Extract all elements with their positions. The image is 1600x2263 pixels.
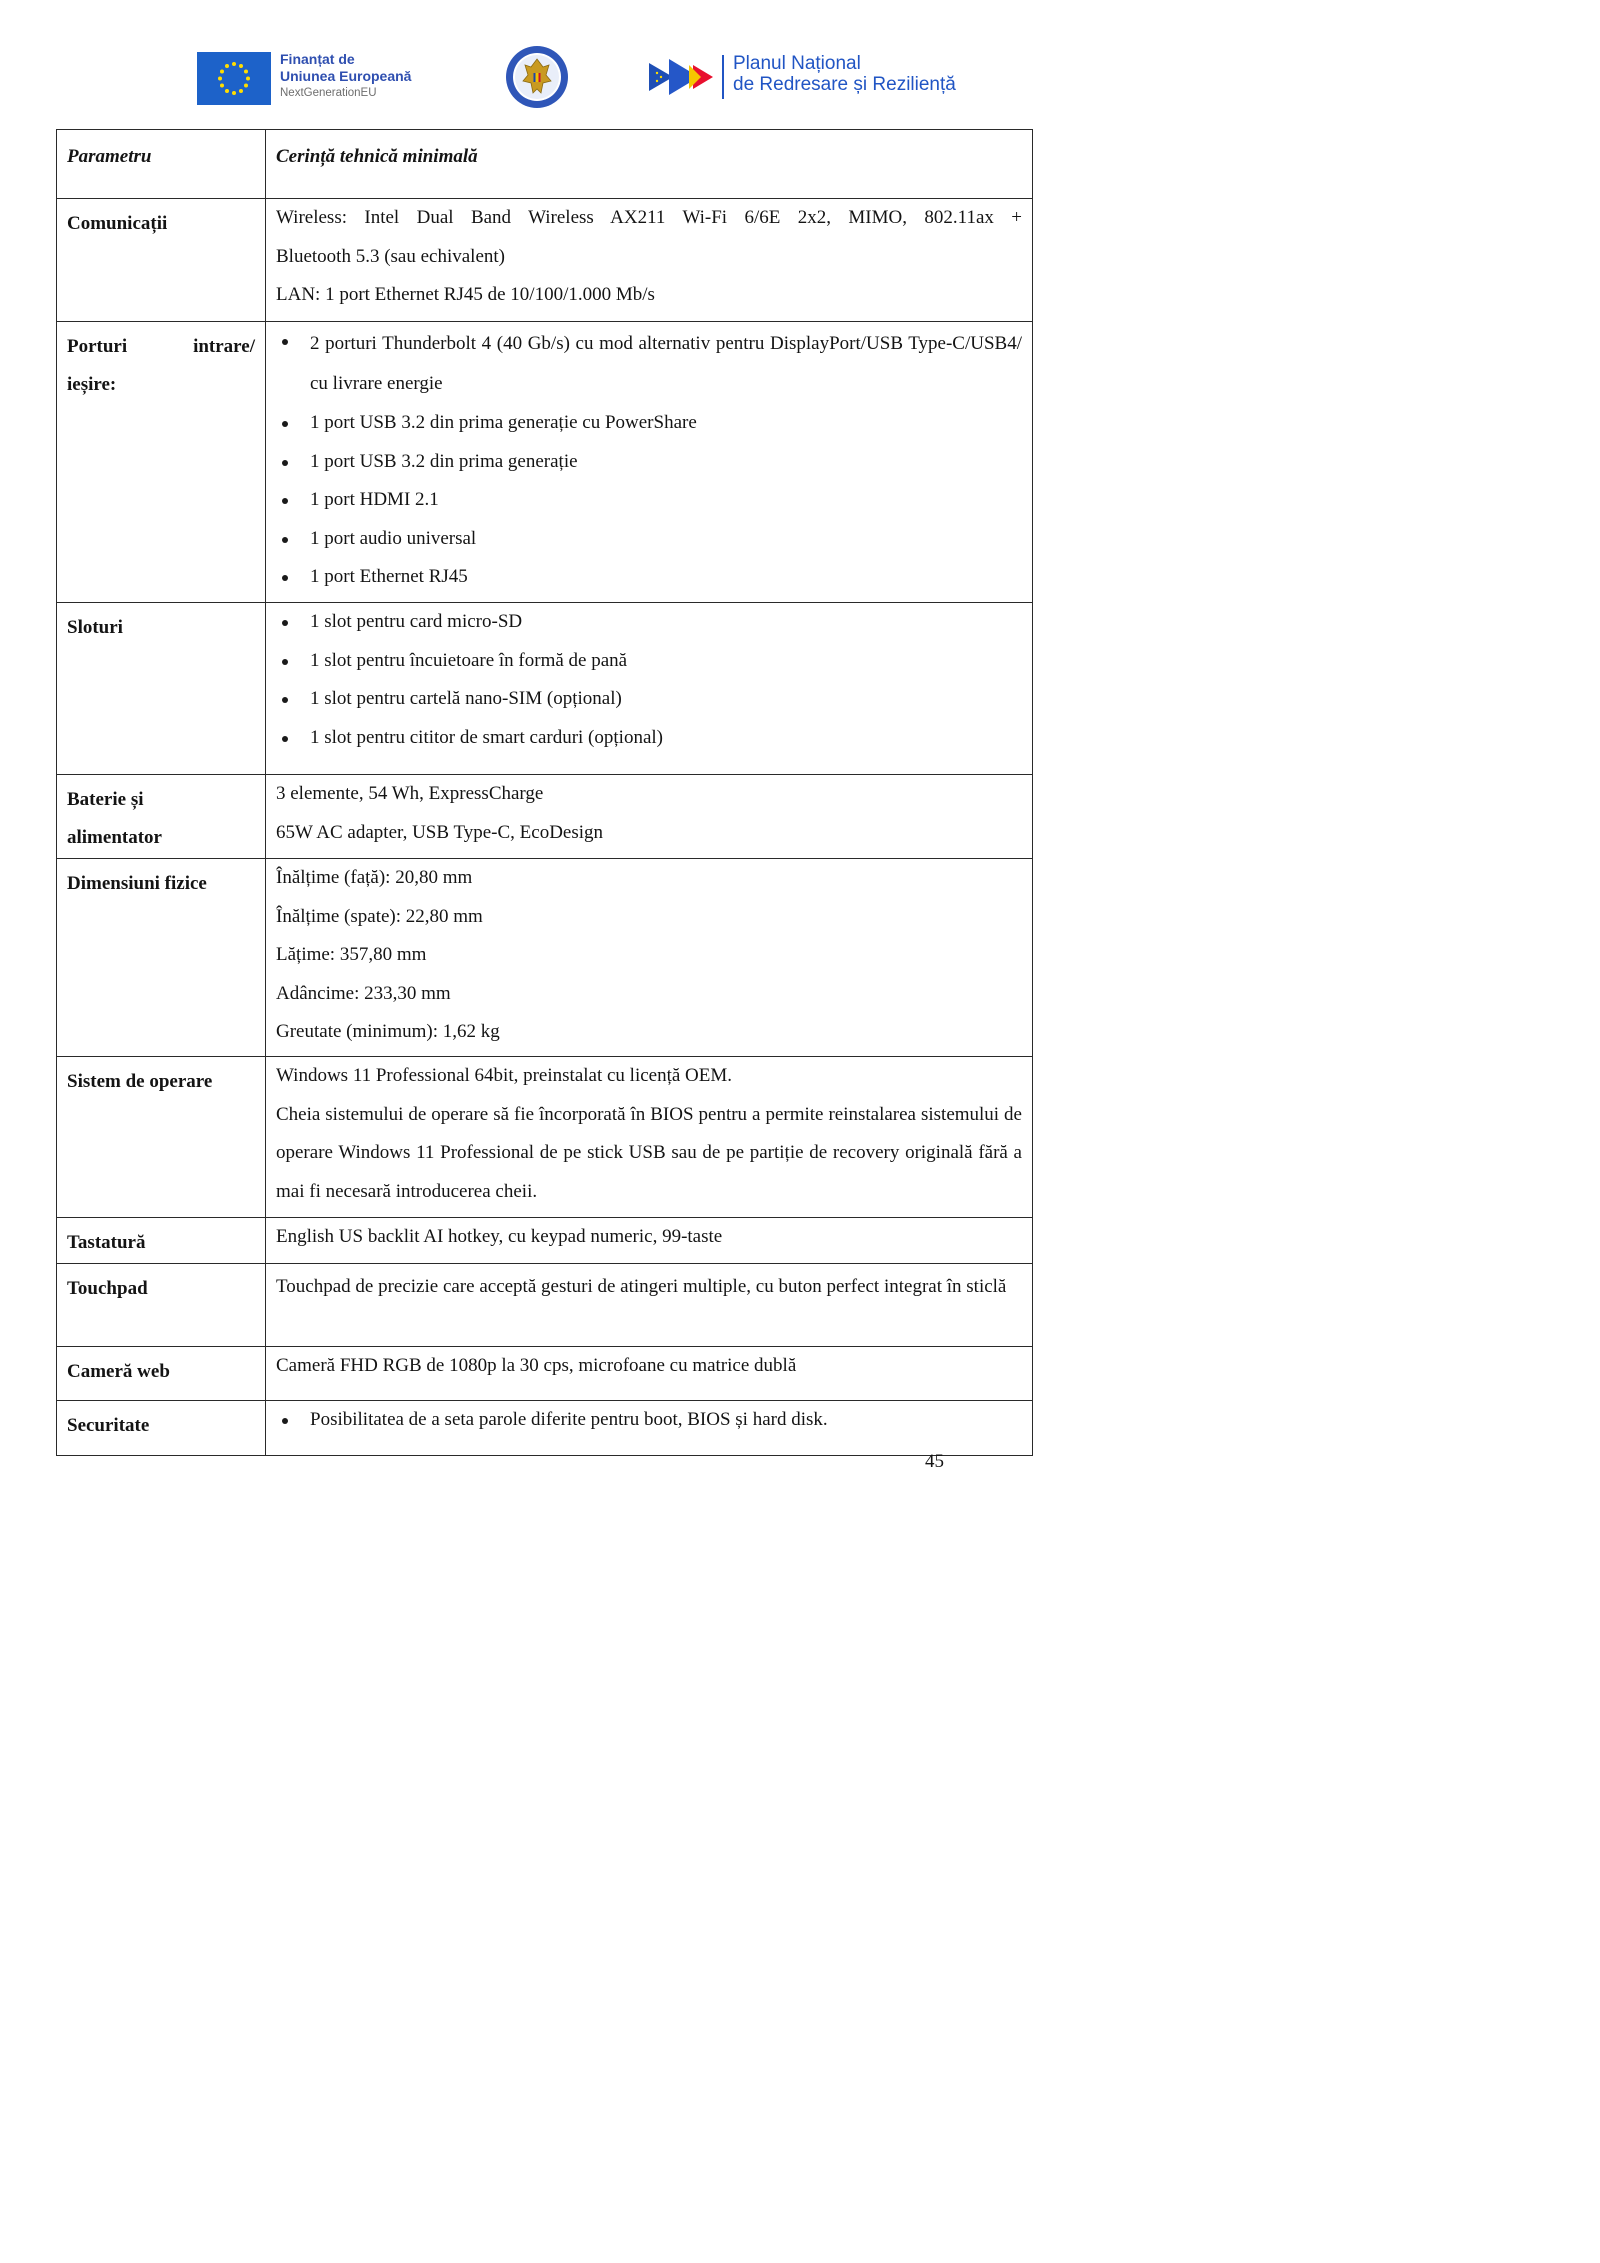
pnrr-arrows-logo bbox=[649, 55, 727, 99]
eu-text-line2: Uniunea Europeană bbox=[280, 68, 412, 84]
param-label: Cameră web bbox=[67, 1361, 170, 1382]
list-item: 1 port USB 3.2 din prima generație bbox=[276, 443, 1022, 482]
param-securitate bbox=[57, 1401, 266, 1456]
param-touchpad bbox=[57, 1264, 266, 1347]
param-porturi-line1 bbox=[67, 328, 255, 366]
pnrr-text-line2: de Redresare și Reziliență bbox=[733, 74, 956, 95]
value-line: 3 elemente, 54 Wh, ExpressCharge bbox=[276, 783, 544, 804]
security-list bbox=[276, 1401, 1022, 1440]
param-baterie bbox=[57, 775, 266, 859]
eu-stars-icon bbox=[197, 52, 271, 105]
table-row-dimensiuni bbox=[57, 859, 1033, 1057]
value-sistem bbox=[266, 1057, 1033, 1218]
list-item: 1 port audio universal bbox=[276, 520, 1022, 559]
param-dimensiuni bbox=[57, 859, 266, 1057]
header-requirement: Cerință tehnică minimală bbox=[266, 130, 1033, 199]
ports-list bbox=[276, 322, 1022, 597]
param-label: intrare/ bbox=[193, 336, 255, 357]
list-item: Posibilitatea de a seta parole diferite pentru boot, BIOS și hard disk. bbox=[276, 1401, 1022, 1440]
table-row-tastatura bbox=[57, 1218, 1033, 1264]
value-securitate bbox=[266, 1401, 1033, 1456]
param-label: Touchpad bbox=[67, 1278, 148, 1299]
table-header-row bbox=[57, 130, 1033, 199]
eu-text-line1: Finanțat de bbox=[280, 51, 355, 67]
param-porturi bbox=[57, 322, 266, 603]
header-param: Parametru bbox=[57, 130, 266, 199]
param-label: Baterie și bbox=[67, 789, 144, 810]
list-item: 1 port Ethernet RJ45 bbox=[276, 558, 1022, 597]
param-label: Dimensiuni fizice bbox=[67, 873, 207, 894]
value-camera bbox=[266, 1347, 1033, 1401]
value-baterie bbox=[266, 775, 1033, 859]
value-line: English US backlit AI hotkey, cu keypad numeric, 99-taste bbox=[276, 1226, 723, 1247]
list-item: 1 port HDMI 2.1 bbox=[276, 481, 1022, 520]
value-line: Windows 11 Professional 64bit, preinstalat cu licență OEM. bbox=[276, 1065, 733, 1086]
eu-text-line3: NextGenerationEU bbox=[280, 87, 377, 99]
pnrr-text bbox=[733, 53, 956, 95]
table-row-sloturi bbox=[57, 603, 1033, 775]
param-label: Securitate bbox=[67, 1415, 150, 1436]
value-paragraph: Touchpad de precizie care acceptă gesturi de atingeri multiple, cu buton perfect integrat în sticlă bbox=[276, 1276, 1007, 1297]
param-camera bbox=[57, 1347, 266, 1401]
list-item: 1 slot pentru cititor de smart carduri (opțional) bbox=[276, 719, 1022, 758]
value-line: Wireless: Intel Dual Band Wireless AX211 Wi-Fi 6/6E 2x2, MIMO, 802.11ax + bbox=[276, 207, 1022, 228]
value-line: Înălțime (spate): 22,80 mm bbox=[276, 905, 483, 927]
value-line: Bluetooth 5.3 (sau echivalent) bbox=[276, 245, 505, 267]
param-label: Tastatură bbox=[67, 1232, 146, 1253]
value-line: Adâncime: 233,30 mm bbox=[276, 982, 451, 1004]
page-header bbox=[0, 0, 1109, 125]
param-label: Sistem de operare bbox=[67, 1071, 213, 1092]
value-tastatura bbox=[266, 1218, 1033, 1264]
list-item: 2 porturi Thunderbolt 4 (40 Gb/s) cu mod alternativ pentru DisplayPort/USB Type-C/USB4/ cu livrare energie bbox=[276, 322, 1022, 404]
list-item: 1 slot pentru cartelă nano-SIM (opțional) bbox=[276, 680, 1022, 719]
value-comunicatii bbox=[266, 199, 1033, 322]
table-row-touchpad bbox=[57, 1264, 1033, 1347]
table-row-baterie bbox=[57, 775, 1033, 859]
param-sloturi bbox=[57, 603, 266, 775]
table-row-securitate bbox=[57, 1401, 1033, 1456]
param-comunicatii bbox=[57, 199, 266, 322]
eu-flag-logo bbox=[197, 52, 271, 105]
param-label: Porturi bbox=[67, 336, 128, 357]
page-number: 45 bbox=[925, 1451, 944, 1472]
value-line: LAN: 1 port Ethernet RJ45 de 10/100/1.000 Mb/s bbox=[276, 284, 655, 305]
value-line: Greutate (minimum): 1,62 kg bbox=[276, 1021, 500, 1042]
value-line: Lățime: 357,80 mm bbox=[276, 944, 427, 965]
romanian-government-seal-icon bbox=[505, 45, 569, 109]
slots-list bbox=[276, 603, 1022, 757]
value-dimensiuni bbox=[266, 859, 1033, 1057]
list-item: 1 port USB 3.2 din prima generație cu PowerShare bbox=[276, 404, 1022, 443]
table-row-sistem bbox=[57, 1057, 1033, 1218]
value-paragraph: Cheia sistemului de operare să fie încorporată în BIOS pentru a permite reinstalarea sistemului de operare Windows 11 Professional de pe stick USB sau de pe partiție de recovery originală fără a mai fi necesară introducerea cheii. bbox=[276, 1103, 1022, 1202]
table-row-camera bbox=[57, 1347, 1033, 1401]
param-tastatura bbox=[57, 1218, 266, 1264]
value-sloturi bbox=[266, 603, 1033, 775]
param-label: Sloturi bbox=[67, 617, 123, 638]
technical-spec-table bbox=[56, 129, 1033, 1456]
param-label: alimentator bbox=[67, 827, 162, 848]
param-label: Comunicații bbox=[67, 213, 168, 234]
value-porturi bbox=[266, 322, 1033, 603]
list-item: 1 slot pentru încuietoare în formă de pană bbox=[276, 642, 1022, 681]
value-line: 65W AC adapter, USB Type-C, EcoDesign bbox=[276, 821, 604, 843]
param-label: ieșire: bbox=[67, 374, 117, 395]
eu-funding-text bbox=[280, 51, 411, 102]
list-item: 1 slot pentru card micro-SD bbox=[276, 603, 1022, 642]
value-line: Înălțime (față): 20,80 mm bbox=[276, 867, 473, 888]
table-row-comunicatii bbox=[57, 199, 1033, 322]
value-touchpad bbox=[266, 1264, 1033, 1347]
pnrr-text-line1: Planul Național bbox=[733, 53, 861, 74]
table-row-porturi bbox=[57, 322, 1033, 603]
param-sistem bbox=[57, 1057, 266, 1218]
value-line: Cameră FHD RGB de 1080p la 30 cps, microfoane cu matrice dublă bbox=[276, 1355, 797, 1376]
